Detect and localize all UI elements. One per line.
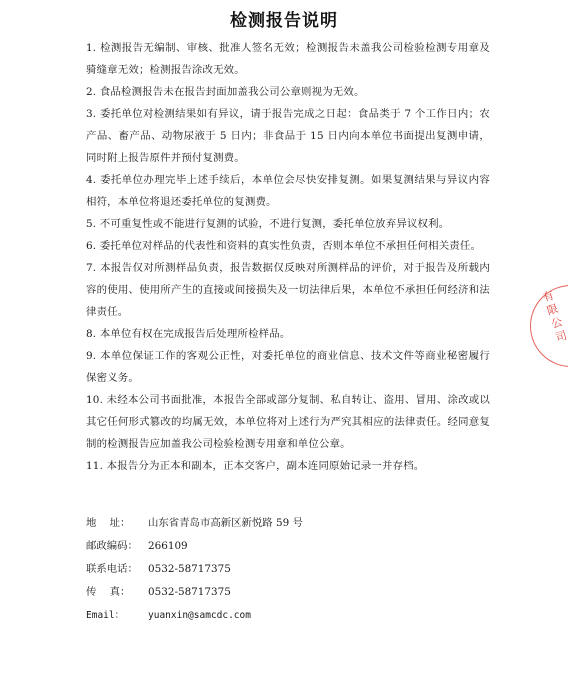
address-value: 山东省青岛市高新区新悦路 59 号: [148, 517, 303, 529]
email-value: yuanxin@samcdc.com: [148, 610, 251, 621]
postcode-value: 266109: [148, 540, 188, 552]
note-item-4: 4. 委托单位办理完毕上述手续后，本单位会尽快安排复测。如果复测结果与异议内容相符，本单位将退还委托单位的复测费。: [86, 174, 490, 208]
note-item-7: 7. 本报告仅对所测样品负责，报告数据仅反映对所测样品的评价，对于报告及所载内容的使用、使用所产生的直接或间接损失及一切法律后果，本单位不承担任何经济和法律责任。: [86, 262, 490, 318]
note-item-9: 9. 本单位保证工作的客观公正性，对委托单位的商业信息、技术文件等商业秘密履行保密义务。: [86, 350, 490, 384]
note-item-3: 3. 委托单位对检测结果如有异议，请于报告完成之日起：食品类于 7 个工作日内；农产品、畜产品、动物尿液于 5 日内；非食品于 15 日内向本单位书面提出复测申请，同时附上报告原件并预付复测费。: [86, 108, 490, 164]
postcode-row: [86, 535, 486, 558]
address-label: 地 址：: [86, 517, 131, 529]
note-item-5: 5. 不可重复性或不能进行复测的试验，不进行复测，委托单位放弃异议权利。: [86, 218, 450, 230]
notes-list: [86, 37, 490, 477]
note-item-11: 11. 本报告分为正本和副本，正本交客户，副本连同原始记录一并存档。: [86, 460, 425, 472]
postcode-label: 邮政编码：: [86, 540, 138, 552]
note-item-1: 1. 检测报告无编制、审核、批准人签名无效；检测报告未盖我公司检验检测专用章及骑缝章无效；检测报告涂改无效。: [86, 42, 490, 76]
email-label: Email：: [86, 610, 125, 621]
fax-label: 传 真：: [86, 586, 131, 598]
phone-value: 0532-58717375: [148, 563, 231, 575]
fax-value: 0532-58717375: [148, 586, 231, 598]
fax-row: [86, 581, 486, 604]
phone-label: 联系电话：: [86, 563, 138, 575]
note-item-10: 10. 未经本公司书面批准，本报告全部或部分复制、私自转让、盗用、冒用、涂改或以其它任何形式篡改的均属无效，本单位将对上述行为严究其相应的法律责任。经同意复制的检测报告应加盖我公司检验检测专用章和单位公章。: [86, 394, 490, 450]
note-item-2: 2. 食品检测报告未在报告封面加盖我公司公章则视为无效。: [86, 86, 365, 98]
note-item-8: 8. 本单位有权在完成报告后处理所检样品。: [86, 328, 291, 340]
company-seal-text: 有限公司: [541, 288, 568, 345]
phone-row: [86, 558, 486, 581]
contact-info: [86, 512, 486, 627]
note-item-6: 6. 委托单位对样品的代表性和资料的真实性负责，否则本单位不承担任何相关责任。: [86, 240, 482, 252]
email-row: [86, 604, 486, 627]
address-row: [86, 512, 486, 535]
page-title: 检测报告说明: [230, 11, 338, 31]
